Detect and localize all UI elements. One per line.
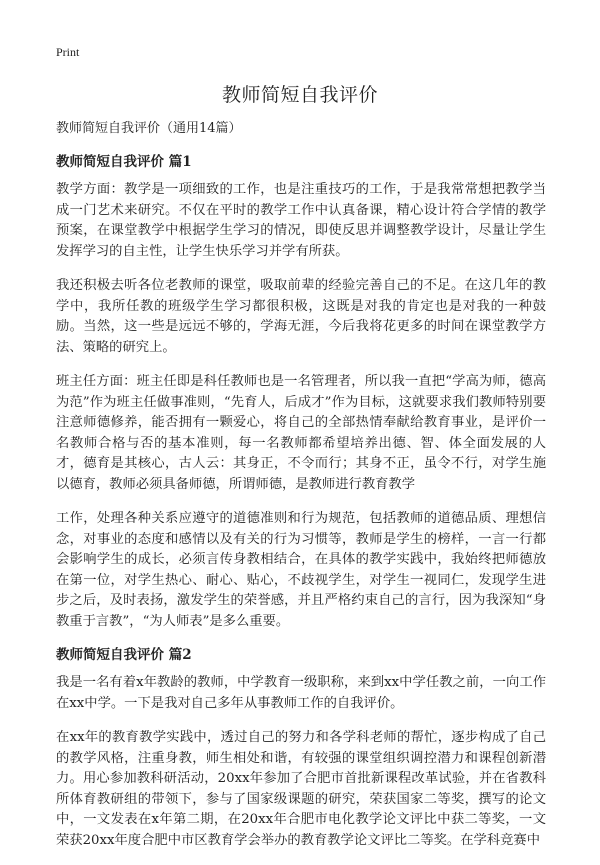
- paragraph: 工作，处理各种关系应遵守的道德准则和行为规范，包括教师的道德品质、理想信念，对事业的态度和感情以及有关的行为习惯等，教师是学生的榜样，一言一行都会影响学生的成长，必须言传身教相结合，在具体的教学实践中，我始终把师德放在第一位，对学生热心、耐心、贴心，不歧视学生，对学生一视同仁，发现学生进步之后，及时表扬，激发学生的荣誉感，并且严格约束自己的言行，因为我深知“身教重于言教”，“为人师表”是多么重要。: [56, 511, 546, 629]
- section-1: [56, 153, 546, 632]
- section-2: [56, 646, 546, 851]
- paragraph: 教学方面：教学是一项细致的工作，也是注重技巧的工作，于是我常常想把教学当成一门艺术来研究。不仅在平时的教学工作中认真备课，精心设计符合学情的教学预案，在课堂教学中根据学生学习的情况，即使反思并调整教学设计，尽量让学生发挥学习的自主性，让学生快乐学习并学有所获。: [56, 182, 546, 259]
- paragraph: 我还积极去听各位老教师的课堂，吸取前辈的经验完善自己的不足。在这几年的教学中，我所任教的班级学生学习都很积极，这既是对我的肯定也是对我的一种鼓励。当然，这一些是远远不够的，学海无涯，今后我将花更多的时间在课堂教学方法、策略的研究上。: [56, 278, 546, 355]
- print-link[interactable]: Print: [56, 45, 80, 59]
- section-heading: 教师简短自我评价 篇2: [56, 647, 192, 663]
- section-heading: 教师简短自我评价 篇1: [56, 154, 192, 170]
- paragraph: 我是一名有着x年教龄的教师，中学教育一级职称，来到xx中学任教之前，一向工作在xx中学。一下是我对自己多年从事教师工作的自我评价。: [56, 675, 546, 711]
- paragraph: 班主任方面：班主任即是科任教师也是一名管理者，所以我一直把“学高为师，德高为范”作为班主任做事准则，“先育人，后成才”作为目标，这就要求我们教师特别要注意师德修养，能否拥有一颗爱心，将自己的全部热情奉献给教育事业，是评价一名教师合格与否的基本准则，每一名教师都希望培养出德、智、体全面发展的人才，德育是其核心，古人云：其身正，不令而行；其身不正，虽令不行，对学生施以德育，教师必须具备师德，所谓师德，是教师进行教育教学: [56, 374, 546, 492]
- document-subtitle: 教师简短自我评价（通用14篇）: [56, 121, 242, 136]
- page-title: 教师简短自我评价: [221, 84, 378, 106]
- paragraph: 在xx年的教育教学实践中，透过自己的努力和各学科老师的帮忙，逐步构成了自己的教学风格，注重身教，师生相处和谐，有较强的课堂组织调控潜力和课程创新潜力。用心参加教科研活动，20xx年参加了合肥市首批新课程改革试验，并在省教科所体育教研组的带领下，参与了国家级课题的研究，荣获国家二等奖，撰写的论文中，一文发表在x年第二期，在20xx年合肥市电化教学论文评比中获二等奖，一文荣获20xx年度合肥中市区教育学会举办的教育教学论文评比二等奖。在学科竞赛中: [56, 730, 546, 848]
- document-body: [56, 120, 546, 865]
